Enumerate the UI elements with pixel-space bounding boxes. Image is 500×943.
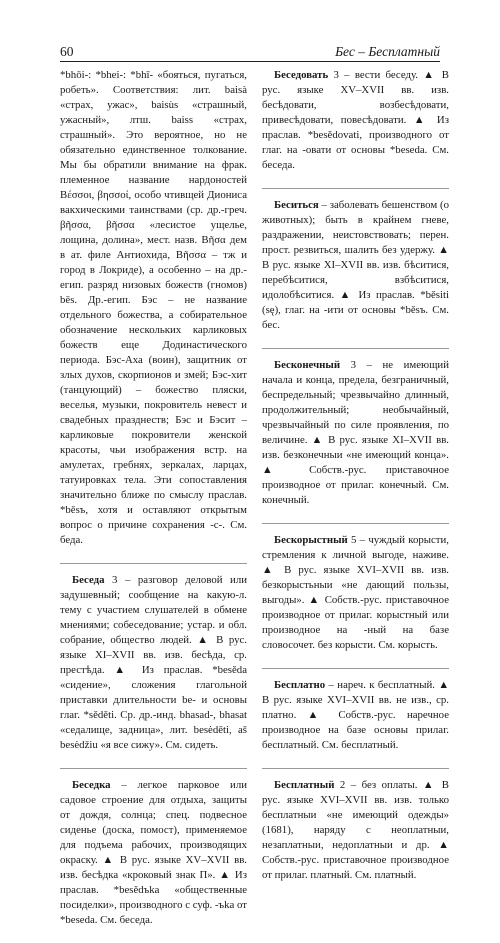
entry-text: – легкое парковое или садовое строение для отдыха, защиты от дождя, солнца; спец. подвесное сиденье (доска, помост), применяемое для подъема рабочих, производящих окраску. ▲ В рус. языке XV–XVII вв. изв. бесѣдка «кроковый знак П». ▲ Из праслав. *besědъka «общественные посиделки», производного с суф. -ъka от *beseda. См. беседа.	[60, 779, 247, 926]
entry-headword: Беседа	[72, 574, 105, 586]
entry-text: – нареч. к бесплатный. ▲ В рус. языке XVI–XVII вв. не изв., ср. платно. ▲ Собств.-рус. наречное производное на базе основы прилаг. бесплатный. См. бесплатный.	[262, 679, 450, 751]
entry-text: 2 – без оплаты. ▲ В рус. языке XVI–XVII вв. изв. только бесплатныи «не имеющий одежды» (1681), наряду с неоплатныи, незаплатныи, недоплатныи и др. ▲ Собств.-рус. приставочное производное от прилаг. платный. См. платный.	[262, 779, 449, 881]
entry-divider	[262, 188, 449, 190]
running-title: Бес – Бесплатный	[335, 44, 440, 59]
entry-divider	[60, 563, 247, 565]
entry-text: – заболевать бешенством (о животных); быть в крайнем гневе, раздражении, неистовствовать; перен. прост. резвиться, шалить без удержу. ▲ В рус. языке XI–XVII вв. изв. бѣситися, перебѣситися, взбѣситися, идолобѣситися. ▲ Из праслав. *běsiti (sę), глаг. на -ити от основы *běsъ. См. бес.	[262, 199, 449, 331]
page-header	[60, 44, 440, 60]
entry-besplatny	[262, 778, 449, 883]
entry-besedovat	[262, 68, 449, 173]
entry-headword: Бесплатно	[274, 679, 326, 691]
left-column	[60, 68, 247, 943]
entry-headword: Бесконечный	[274, 359, 341, 371]
entry-headword: Бесплатный	[274, 779, 335, 791]
entry-beseda	[60, 573, 247, 753]
entry-besedka	[60, 778, 247, 928]
entry-besitsya	[262, 198, 449, 333]
entry-divider	[262, 523, 449, 525]
entry-headword: Беседка	[72, 779, 111, 791]
entry-divider	[262, 348, 449, 350]
entry-divider	[262, 768, 449, 770]
entry-besplatno	[262, 678, 449, 753]
entry-headword: Бескорыстный	[274, 534, 348, 546]
right-column	[262, 68, 449, 898]
entry-text: *bhōi-: *bhei-: *bhī- «бояться, пугаться, робеть». Соответствия: лит. baisà «страх, ужас», baisùs «страшный, ужасный», лтш. baiss «страх, страшный». Это вероятное, но не обязательно единственное толкование. Мы бы обратили внимание на фрак. племенное название нардоностей Βέσσοι, βησσοί, особо чтивщей Диониса вакхическими таинствами (ср. др.-греч. βῆσσα, βῆσσα «лесистое ущелье, лощина, долина», мест. назв. Βῆσα дем в ат. филе Антиохида, Βῆσσα – тж и город в Локриде), а особенно – на др.-егип. разряд низовых божеств (гномов) bēs. Др.-егип. Бэс – не название отдельного божества, а собирательное обозначение нескольких карликовых божеств еще Додинастического периода. Бэс-Аха (воин), защитник от злых духов, скорпионов и змей; Бэс-хит (танцующий) – божество пляски, веселья, музыки, покровитель невест и свадебных празднеств; Бэс и Бэсит – карликовые покровители женской красоты, чьи изображения встр. на амулетах, гребнях, зеркалах, ларцах, татуировках тела. Эти сопоставления значительно ближе по смыслу праслав. *běsъ, хотя и оставляют открытым вопрос о причине сохранения -с-. См. беда.	[60, 69, 247, 546]
entry-continuation	[60, 68, 247, 548]
page-number: 60	[60, 44, 74, 59]
entry-headword: Беседовать	[274, 69, 329, 81]
entry-divider	[60, 768, 247, 770]
entry-headword: Беситься	[274, 199, 319, 211]
entry-divider	[262, 668, 449, 670]
entry-beskonechny	[262, 358, 449, 508]
entry-text: 5 – чуждый корысти, стремления к личной выгоде, наживе. ▲ В рус. языке XVI–XVII вв. изв. безкорыстьныи «не дающий пользы, выгоды». ▲ Собств.-рус. приставочное производное от прилаг. корыстный или производное на -ный на базе словосочет. без корысти. См. корысть.	[262, 534, 449, 651]
entry-beskorystny	[262, 533, 449, 653]
entry-text: 3 – разговор деловой или задушевный; сообщение на какую-л. тему с участием слушателей в обмене мнениями; собеседование; устар. и обл. собрание, общество людей. ▲ В рус. языке XI–XVII вв. изв. бесѣда, ср. престѣда. ▲ Из праслав. *besěda «сидение», сложения глагольной приставки длительности be- и основы глаг. *sěděti. Ср. др.-инд. bhasad-, bhasat «седалище, задница», лит. besėdēti, aš besėdžiu «я все сижу». См. сидеть.	[60, 574, 247, 751]
entry-text: 3 – вести беседу. ▲ В рус. языке XV–XVII вв. изв. бесѣдовати, возбесѣдовати, привесѣдовати, повесѣдовати. ▲ Из праслав. *besědovati, производного от глаг. на -овати от основы *beseda. См. беседа.	[262, 69, 450, 171]
header-rule	[60, 61, 440, 62]
entry-text: 3 – не имеющий начала и конца, предела, безграничный, беспредельный; чрезвычайно длинный, продолжительный; необычайный, чрезвычайный по силе проявления, по величине. ▲ В рус. языке XI–XVII вв. изв. безконечныи «не имеющий конца». ▲ Собств.-рус. приставочное производное от прилаг. конечный. См. конечный.	[262, 359, 449, 506]
